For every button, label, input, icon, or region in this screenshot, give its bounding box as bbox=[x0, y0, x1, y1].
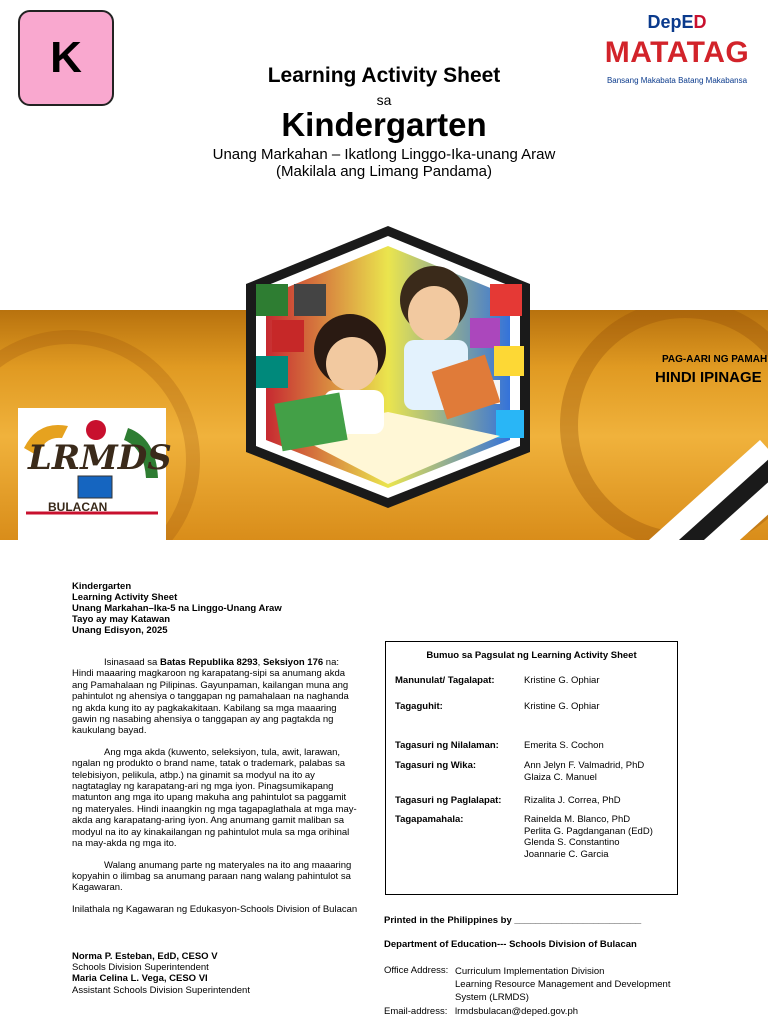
asds-title: Assistant Schools Division Superintendent bbox=[72, 984, 250, 996]
credit-role: Tagasuri ng Wika: bbox=[395, 760, 477, 771]
meta-material-type: Learning Activity Sheet bbox=[72, 592, 178, 603]
grade-badge: K bbox=[18, 10, 114, 106]
lrmds-wordmark: LRMDS bbox=[28, 438, 172, 478]
subject-title: Kindergarten bbox=[281, 106, 487, 143]
deped-wordmark: DepED bbox=[647, 12, 707, 32]
credit-person: Emerita S. Cochon bbox=[524, 740, 604, 751]
lrmds-bulacan-logo bbox=[18, 408, 172, 540]
credit-role: Tagaguhit: bbox=[395, 701, 443, 712]
sheet-title-connector: sa bbox=[376, 92, 392, 108]
meta-subject: Kindergarten bbox=[72, 581, 132, 592]
sheet-title: Learning Activity Sheet bbox=[267, 64, 501, 87]
matatag-tagline: Bansang Makabata Batang Makabansa bbox=[606, 76, 748, 85]
credits-box bbox=[385, 641, 678, 895]
credit-role: Manunulat/ Tagalapat: bbox=[395, 675, 495, 686]
credit-person: Rainelda M. Blanco, PhD Perlita G. Pagdanganan (EdD) Glenda S. Constantino Joannarie C. Garcia bbox=[524, 814, 653, 860]
email-address: lrmdsbulacan@deped.gov.ph bbox=[455, 1006, 579, 1017]
lesson-topic: (Makilala ang Limang Pandama) bbox=[276, 163, 492, 180]
credit-person: Kristine G. Ophiar bbox=[524, 675, 600, 686]
publication-meta bbox=[72, 581, 282, 636]
printed-by: Printed in the Philippines by ________________________ bbox=[384, 915, 642, 926]
students-reading-illustration bbox=[238, 222, 538, 512]
email-label: Email-address: bbox=[384, 1006, 448, 1017]
copyright-notice bbox=[72, 657, 358, 925]
lrmds-place: BULACAN bbox=[48, 500, 108, 514]
publisher-line: Inilathala ng Kagawaran ng Edukasyon-Schools Division of Bulacan bbox=[72, 903, 358, 915]
credit-role: Tagapamahala: bbox=[395, 814, 464, 825]
credit-person: Ann Jelyn F. Valmadrid, PhD Glaiza C. Manuel bbox=[524, 760, 645, 783]
credit-person: Rizalita J. Correa, PhD bbox=[524, 795, 621, 806]
meta-edition: Unang Edisyon, 2025 bbox=[72, 625, 168, 636]
asds-name: Maria Celina L. Vega, CESO VI bbox=[72, 973, 208, 985]
credit-person: Kristine G. Ophiar bbox=[524, 701, 600, 712]
copyright-paragraph-2: Ang mga akda (kuwento, seleksiyon, tula, awit, larawan, ngalan ng produkto o brand name, tatak o trademark, palabas sa telebisiyon, pelikula, atbp.) na ginamit sa modyul na ito ay nagtataglay ng karapatang-ari ng mga iyon. Pinagsumikapang matunton ang mga ito upang makuha ang pahintulot sa paggamit ng materyales. Hindi inaangkin ng mga tagapaglathala at mga may-akda ang karapatang-aring iyon. Ang anumang gamit maliban sa modyul na ito ay kinakailangan ng pahintulot mula sa mga orihinal na may-akda ng mga ito. bbox=[72, 746, 357, 850]
meta-quarter-week: Unang Markahan–Ika-5 na Linggo-Unang Araw bbox=[72, 603, 282, 614]
sds-title: Schools Division Superintendent bbox=[72, 962, 209, 974]
not-for-sale-notice: HINDI IPINAGE bbox=[655, 369, 762, 386]
division-officials bbox=[72, 951, 250, 996]
ownership-notice: PAG-AARI NG PAMAH bbox=[662, 354, 768, 365]
credit-role: Tagasuri ng Nilalaman: bbox=[395, 740, 499, 751]
department-name: Department of Education--- Schools Division of Bulacan bbox=[384, 939, 637, 950]
meta-topic: Tayo ay may Katawan bbox=[72, 614, 171, 625]
deped-matatag-logo bbox=[592, 6, 762, 98]
cover-illustration bbox=[238, 222, 538, 512]
copyright-paragraph-3: Walang anumang parte ng materyales na ito ang maaaring kopyahin o ilimbag sa anumang paraan nang walang pahintulot sa Kagawaran. bbox=[72, 859, 352, 894]
credit-role: Tagasuri ng Paglalapat: bbox=[395, 795, 502, 806]
copyright-paragraph-1: Isinasaad sa Batas Republika 8293, Seksiyon 176 na: Hindi maaaring magkaroon ng karapatang-sipi sa anumang akda ang Pamahalaan ng Pilipinas. Gayunpaman, kailangan muna ang pahintulot ng ahensiya o tanggapan ng pamahalaan na naghanda ng akda kung ito ay pagkakakitaan. Kabilang sa mga maaaring gawin ng nasabing ahensiya o tanggapan ay ang pagtakda ng kaukulang bayad. bbox=[72, 657, 349, 737]
quarter-week-line: Unang Markahan – Ikatlong Linggo-Ika-unang Araw bbox=[212, 146, 556, 163]
matatag-wordmark: MATATAG bbox=[604, 36, 750, 69]
credits-heading: Bumuo sa Pagsulat ng Learning Activity Sheet bbox=[426, 650, 637, 661]
office-address-label: Office Address: bbox=[384, 965, 449, 976]
sds-name: Norma P. Esteban, EdD, CESO V bbox=[72, 951, 218, 962]
office-address: Curriculum Implementation Division Learning Resource Management and Development System (LRMDS) bbox=[455, 966, 671, 1003]
